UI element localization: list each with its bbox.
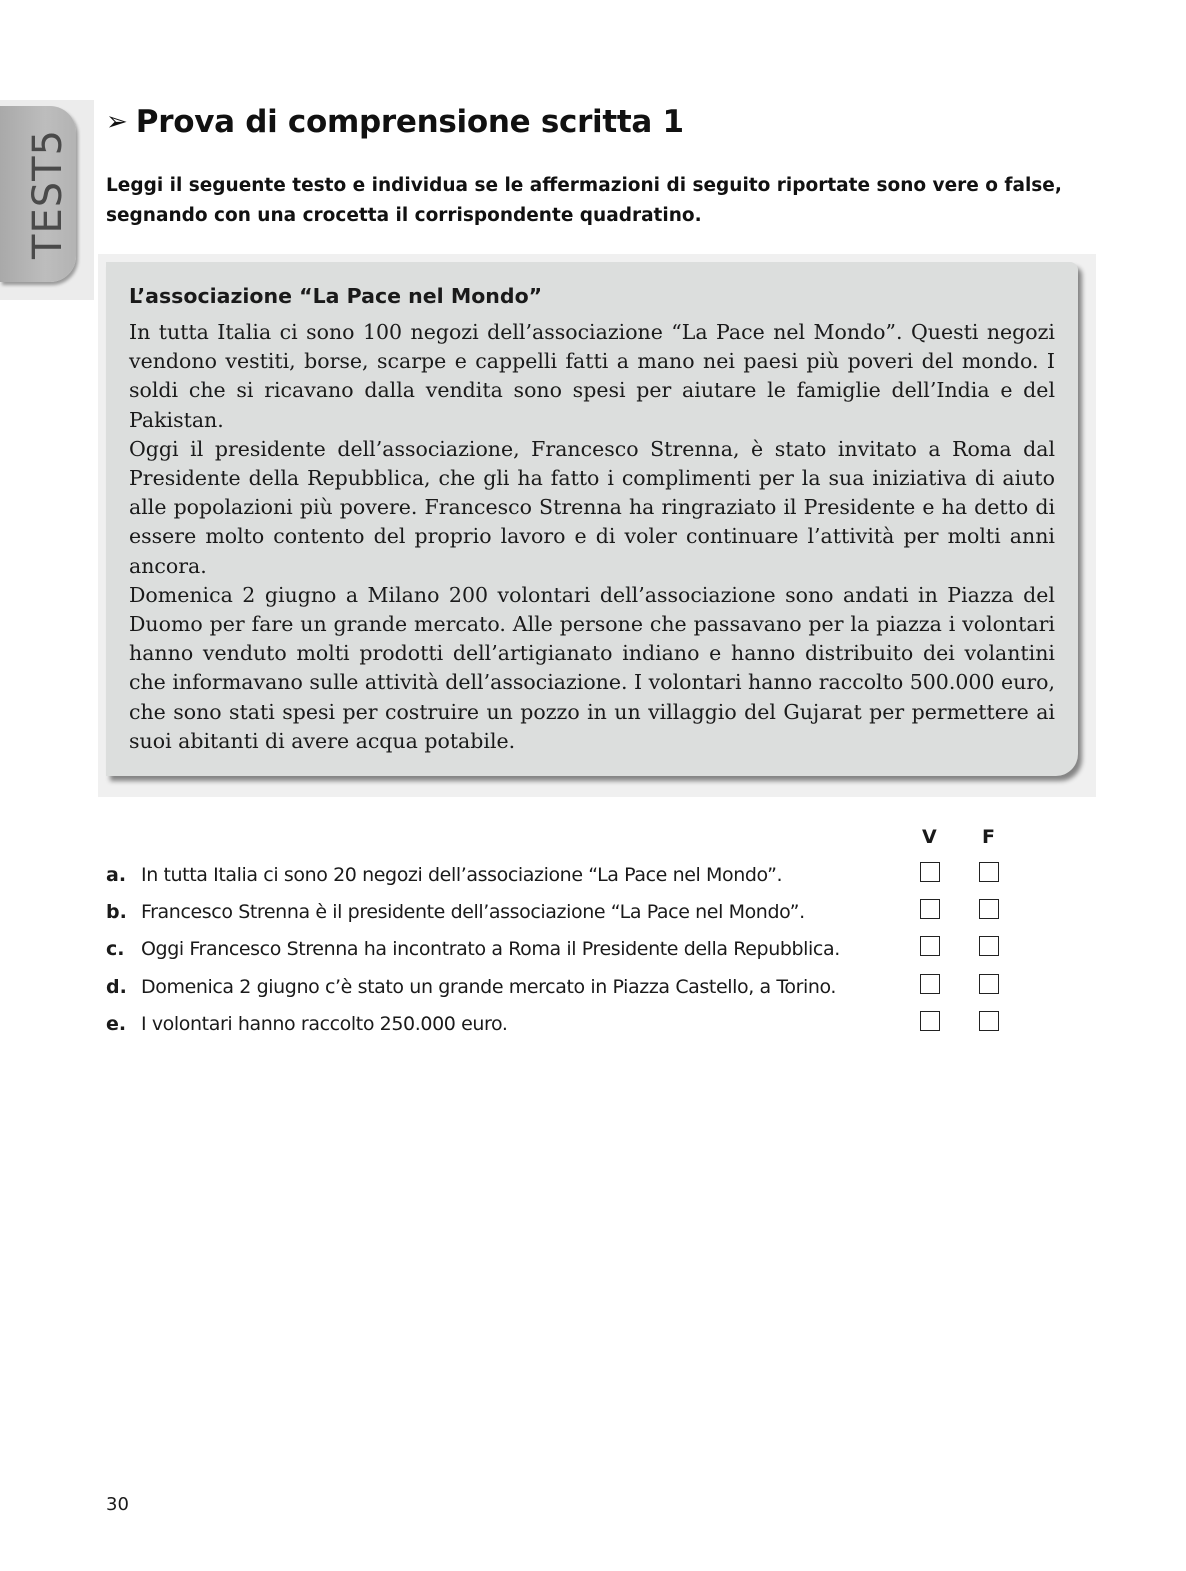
question-row-a xyxy=(106,861,782,889)
question-letter: c. xyxy=(106,938,125,960)
false-checkbox-c[interactable] xyxy=(979,936,999,956)
question-row-c xyxy=(106,935,840,963)
true-checkbox-d[interactable] xyxy=(920,974,940,994)
arrow-bullet-icon: ➢ xyxy=(106,107,128,137)
question-letter: a. xyxy=(106,864,127,886)
question-text: Domenica 2 giugno c’è stato un grande mercato in Piazza Castello, a Torino. xyxy=(141,976,837,998)
question-row-b xyxy=(106,898,805,926)
side-tab-label: TEST5 xyxy=(25,129,71,259)
question-letter: d. xyxy=(106,976,127,998)
false-column-header: F xyxy=(982,826,995,848)
question-text: Francesco Strenna è il presidente dell’associazione “La Pace nel Mondo”. xyxy=(141,901,805,923)
page-title: Prova di comprensione scritta 1 xyxy=(135,104,684,140)
question-letter: b. xyxy=(106,901,127,923)
passage-text xyxy=(129,318,1055,756)
passage-paragraph: Domenica 2 giugno a Milano 200 volontari dell’associazione sono andati in Piazza del Duomo per fare un grande mercato. Alle persone che passavano per la piazza i volontari hanno venduto molti prodotti dell’artigianato indiano e hanno distribuito dei volantini che informavano sulle attività dell’associazione. I volontari hanno raccolto 500.000 euro, che sono stati spesi per costruire un pozzo in un villaggio del Gujarat per permettere ai suoi abitanti di avere acqua potabile. xyxy=(129,582,1055,753)
true-checkbox-b[interactable] xyxy=(920,899,940,919)
page-number: 30 xyxy=(106,1494,129,1515)
true-checkbox-c[interactable] xyxy=(920,936,940,956)
false-checkbox-e[interactable] xyxy=(979,1011,999,1031)
question-row-d xyxy=(106,973,836,1001)
question-text: Oggi Francesco Strenna ha incontrato a Roma il Presidente della Repubblica. xyxy=(141,938,840,960)
false-checkbox-b[interactable] xyxy=(979,899,999,919)
question-row-e xyxy=(106,1010,508,1038)
false-checkbox-d[interactable] xyxy=(979,974,999,994)
question-text: In tutta Italia ci sono 20 negozi dell’associazione “La Pace nel Mondo”. xyxy=(141,864,783,886)
question-text: I volontari hanno raccolto 250.000 euro. xyxy=(141,1013,508,1035)
false-checkbox-a[interactable] xyxy=(979,862,999,882)
true-checkbox-a[interactable] xyxy=(920,862,940,882)
instructions: Leggi il seguente testo e individua se le affermazioni di seguito riportate sono vere o false, segnando con una crocetta il corrispondente quadratino. xyxy=(106,175,1062,226)
true-column-header: V xyxy=(922,826,937,848)
question-letter: e. xyxy=(106,1013,127,1035)
passage-paragraph: In tutta Italia ci sono 100 negozi dell’associazione “La Pace nel Mondo”. Questi negozi vendono vestiti, borse, scarpe e cappelli fatti a mano nei paesi più poveri del mondo. I soldi che si ricavano dalla vendita sono spesi per aiutare le famiglie dell’India e del Pakistan. xyxy=(129,320,1055,432)
passage-title: L’associazione “La Pace nel Mondo” xyxy=(129,284,543,308)
passage-paragraph: Oggi il presidente dell’associazione, Francesco Strenna, è stato invitato a Roma dal Presidente della Repubblica, che gli ha fatto i complimenti per la sua iniziativa di aiuto alle popolazioni più povere. Francesco Strenna ha ringraziato il Presidente e ha detto di essere molto contento del proprio lavoro e di voler continuare l’attività per molti anni ancora. xyxy=(129,436,1055,578)
true-checkbox-e[interactable] xyxy=(920,1011,940,1031)
title-row xyxy=(106,98,684,146)
